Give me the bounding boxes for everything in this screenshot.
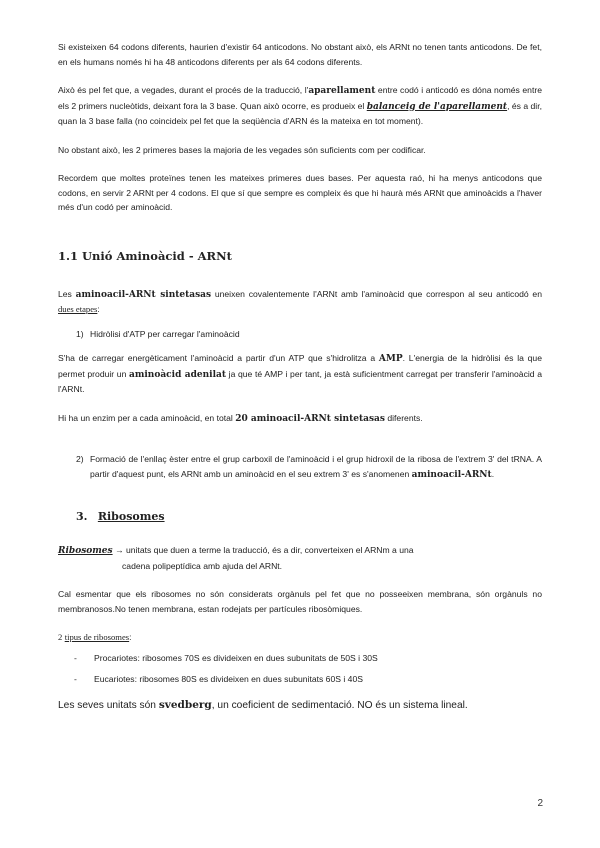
steps-list: [58, 327, 542, 342]
section-title: Unió Aminoàcid - ARNt: [82, 248, 232, 263]
text-run: , és a dir, quan la 3 base falla (no coincideix pel fet que la seqüència d'ARN és la mateixa en tot moment).: [58, 100, 542, 126]
definition-line-2: cadena polipeptídica amb ajuda del ARNt.: [122, 560, 283, 571]
paragraph-sintetasas: [58, 287, 542, 317]
steps-list-2: [58, 452, 542, 482]
text-run: entre codó i anticodó es dóna només entre els 2 primers nucleòtids, deixant fora la 3 base. Quan això ocorre, es produeix el: [58, 85, 542, 111]
text-run: ja que té AMP i per tant, ja està suficientment carregat per transferir l'aminoàcid a l'ARNt.: [58, 368, 543, 394]
section-title: Ribosomes: [97, 510, 165, 523]
text-run: Les seves unitats són: [58, 699, 159, 711]
paragraph-energia: [58, 351, 542, 397]
paragraph-proteines: Recordem que moltes proteïnes tenen les mateixes primeres dues bases. Per aquesta raó, hi ha menys anticodons que codons, en servir 2 ARNt per 4 codons. El que sí que sempre es compleix és que hi haurà més ARNt que aminoàcids a l'haver més d'un codó per aminoàcid.: [58, 173, 542, 212]
list-item-step-2: [58, 452, 542, 482]
term-aparellament: aparellament: [308, 86, 376, 96]
term-ribosomes: Ribosomes: [58, 546, 113, 556]
paragraph-enzim: [58, 411, 542, 427]
text-run: Formació de l'enllaç èster entre el grup carboxil de l'aminoàcid i el grup hidroxil de la ribosa de l'extrem 3' del tRNA. A partir d'aquest punt, els ARNt amb un aminoàcid en el seu extrem 3' es s'anomenen: [90, 454, 542, 479]
arrow-icon: →: [114, 545, 124, 555]
document-page: [58, 40, 542, 713]
list-item: [58, 672, 542, 687]
step-number: 2): [76, 454, 84, 464]
colon: :: [129, 632, 132, 642]
term-aminoacid-adenilat: aminoàcid adenilat: [129, 369, 226, 380]
tipus-ribosomes-label: [58, 630, 542, 645]
list-item-text: Procariotes: ribosomes 70S es divideixen en dues subunitats de 50S i 30S: [94, 652, 378, 663]
ribosome-definition: [58, 543, 542, 573]
term-svedberg: svedberg: [158, 698, 212, 711]
paragraph-organuls: Cal esmentar que els ribosomes no són considerats orgànuls pel fet que no posseeixen membrana, són orgànuls no membranosos.No tenen membrana, estan rodejats per partícules ribosòmiques.: [58, 589, 542, 614]
list-item-text: Eucariotes: ribosomes 80S es divideixen en dues subunitats 60S i 40S: [94, 674, 363, 684]
step-text: [90, 452, 542, 482]
text-run: diferents.: [384, 412, 423, 423]
list-item-step-1: [58, 327, 542, 342]
text-run: Les: [58, 288, 76, 299]
text-run: , un coeficient de sedimentació. NO és un sistema lineal.: [211, 699, 468, 711]
text-run: :: [97, 304, 100, 314]
list-item: [58, 651, 542, 666]
label: tipus de ribosomes: [64, 632, 130, 642]
text-run: Hi ha un enzim per a cada aminoàcid, en total: [58, 412, 236, 423]
bullet-dash: -: [74, 652, 77, 663]
count: 2: [58, 632, 63, 642]
term-aminoacil-arnt: aminoacil-ARNt: [411, 469, 492, 480]
text-run: S'ha de carregar energèticament l'aminoàcid a partir d'un ATP que s'hidrolitza a: [58, 353, 379, 363]
term-aminoacil-arnt-sintetasas: aminoacil-ARNt sintetasas: [75, 289, 212, 300]
section-number: 3.: [76, 510, 88, 523]
step-text: Hidròlisi d'ATP per carregar l'aminoàcid: [90, 328, 240, 339]
paragraph-primeres-bases: No obstant això, les 2 primeres bases la majoria de les vegades són suficients com per codificar.: [58, 144, 426, 155]
bullet-dash: -: [74, 674, 77, 684]
step-number: 1): [76, 328, 84, 339]
page-number: 2: [537, 798, 543, 809]
section-number: 1.1: [58, 248, 79, 263]
term-dues-etapes: dues etapes: [58, 304, 98, 314]
section-heading-3: [58, 510, 542, 523]
text-run: uneixen covalentemente l'ARNt amb l'aminoàcid que correspon al seu anticodó en: [211, 288, 542, 299]
term-balanceig: balanceig de l'aparellament: [366, 101, 508, 112]
definition-line-1: unitats que duen a terme la traducció, és a dir, converteixen el ARNm a una: [125, 545, 414, 555]
term-amp: AMP: [378, 354, 403, 364]
paragraph-anticodons: Si existeixen 64 codons diferents, haurien d'existir 64 anticodons. No obstant això, els ARNt no tenen tants anticodons. De fet, en els humans només hi ha 48 anticodons diferents per als 64 codons diferents.: [58, 42, 542, 67]
term-20-sintetasas: 20 aminoacil-ARNt sintetasas: [235, 413, 385, 424]
section-heading-1-1: [58, 249, 542, 263]
text-run: Això és pel fet que, a vegades, durant el procés de la traducció, l': [58, 85, 309, 95]
paragraph-svedberg: [58, 698, 542, 713]
text-run: . L'energia de la hidròlisi és la que permet produir un: [58, 353, 542, 379]
ribosome-types-list: [58, 651, 542, 687]
text-run: .: [491, 468, 495, 479]
paragraph-aparellament: [58, 83, 542, 129]
